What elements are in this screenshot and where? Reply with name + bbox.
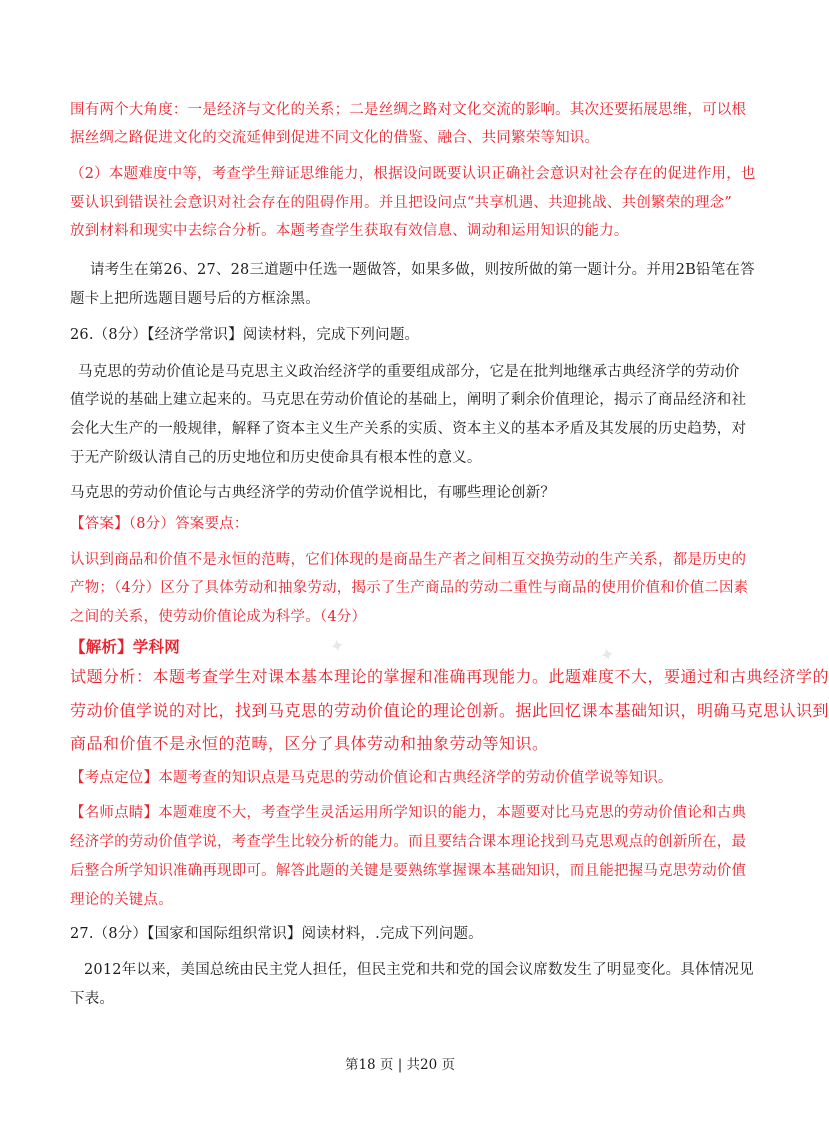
question-27-heading: 27.（8分）【国家和国际组织常识】阅读材料，.完成下列问题。 [70,926,483,942]
instruction-line: 请考生在第26、27、28三道题中任选一题做答，如果多做，则按所做的第一题计分。并用2B铅笔在答 [90,262,755,278]
answer-line: 产物；（4分）区分了具体劳动和抽象劳动，揭示了生产商品的劳动二重性与商品的使用价值和价值二因素 [70,580,749,596]
analysis-line: 要认识到错误社会意识对社会存在的阻碍作用。并且把设问点“共享机遇、共迎挑战、共创繁荣的理念” [70,195,733,211]
teacher-note-line: 理论的关键点。 [70,892,173,908]
answer-line: 认识到商品和价值不是永恒的范畴，它们体现的是商品生产者之间相互交换劳动的生产关系，都是历史的 [70,552,747,568]
teacher-note-line: 【名师点睛】本题难度不大，考查学生灵活运用所学知识的能力，本题要对比马克思的劳动价值论和古典 [70,805,747,821]
teacher-note-line: 后整合所学知识准确再现即可。解答此题的关键是要熟练掌握课本基础知识，而且能把握马克思劳动价值 [70,863,747,879]
question-26-heading: 26.（8分）【经济学常识】阅读材料，完成下列问题。 [70,327,420,343]
material-line: 下表。 [70,991,115,1007]
watermark: ✦ [327,634,348,659]
material-line: 2012年以来，美国总统由民主党人担任，但民主党和共和党的国会议席数发生了明显变化。具体情况见 [84,962,754,978]
material-line: 于无产阶级认清自己的历史地位和历史使命具有根本性的意义。 [70,450,482,466]
material-line: 马克思的劳动价值论是马克思主义政治经济学的重要组成部分，它是在批判地继承古典经济学的劳动价 [78,364,740,380]
explanation-line: 劳动价值学说的对比，找到马克思的劳动价值论的理论创新。据此回忆课本基础知识，明确马克思认识到 [70,701,829,720]
material-line: 值学说的基础上建立起来的。马克思在劳动价值论的基础上，阐明了剩余价值理论，揭示了商品经济和社 [70,392,747,408]
analysis-line: 据丝绸之路促进文化的交流延伸到促进不同文化的借鉴、融合、共同繁荣等知识。 [70,130,600,146]
answer-line: 之间的关系，使劳动价值论成为科学。（4分） [70,609,367,625]
knowledge-point-line: 【考点定位】本题考查的知识点是马克思的劳动价值论和古典经济学的劳动价值学说等知识。 [70,770,673,786]
explanation-line: 试题分析：本题考查学生对课本基本理论的掌握和准确再现能力。此题难度不大，要通过和古典经济学的 [70,667,829,686]
analysis-line: 围有两个大角度：一是经济与文化的关系；二是丝绸之路对文化交流的影响。其次还要拓展思维，可以根 [70,102,747,118]
explanation-heading: 【解析】学科网 [70,637,180,656]
analysis-line: 放到材料和现实中去综合分析。本题考查学生获取有效信息、调动和运用知识的能力。 [70,223,629,239]
material-line: 会化大生产的一般规律，解释了资本主义生产关系的实质、资本主义的基本矛盾及其发展的历史趋势，对 [70,421,747,437]
question-prompt: 马克思的劳动价值论与古典经济学的劳动价值学说相比，有哪些理论创新？ [70,485,556,501]
teacher-note-line: 经济学的劳动价值学说，考查学生比较分析的能力。而且要结合课本理论找到马克思观点的创新所在，最 [70,834,747,850]
explanation-line: 商品和价值不是永恒的范畴，区分了具体劳动和抽象劳动等知识。 [70,734,549,753]
answer-heading: 【答案】（8分）答案要点： [70,516,249,532]
instruction-line: 题卡上把所选题目题号后的方框涂黑。 [70,291,320,307]
analysis-line: （2）本题难度中等，考查学生辩证思维能力，根据设问既要认识正确社会意识对社会存在的促进作用，也 [70,166,756,182]
watermark: ✦ [597,643,618,668]
page-number-footer: 第18 页 | 共20 页 [344,1057,456,1073]
